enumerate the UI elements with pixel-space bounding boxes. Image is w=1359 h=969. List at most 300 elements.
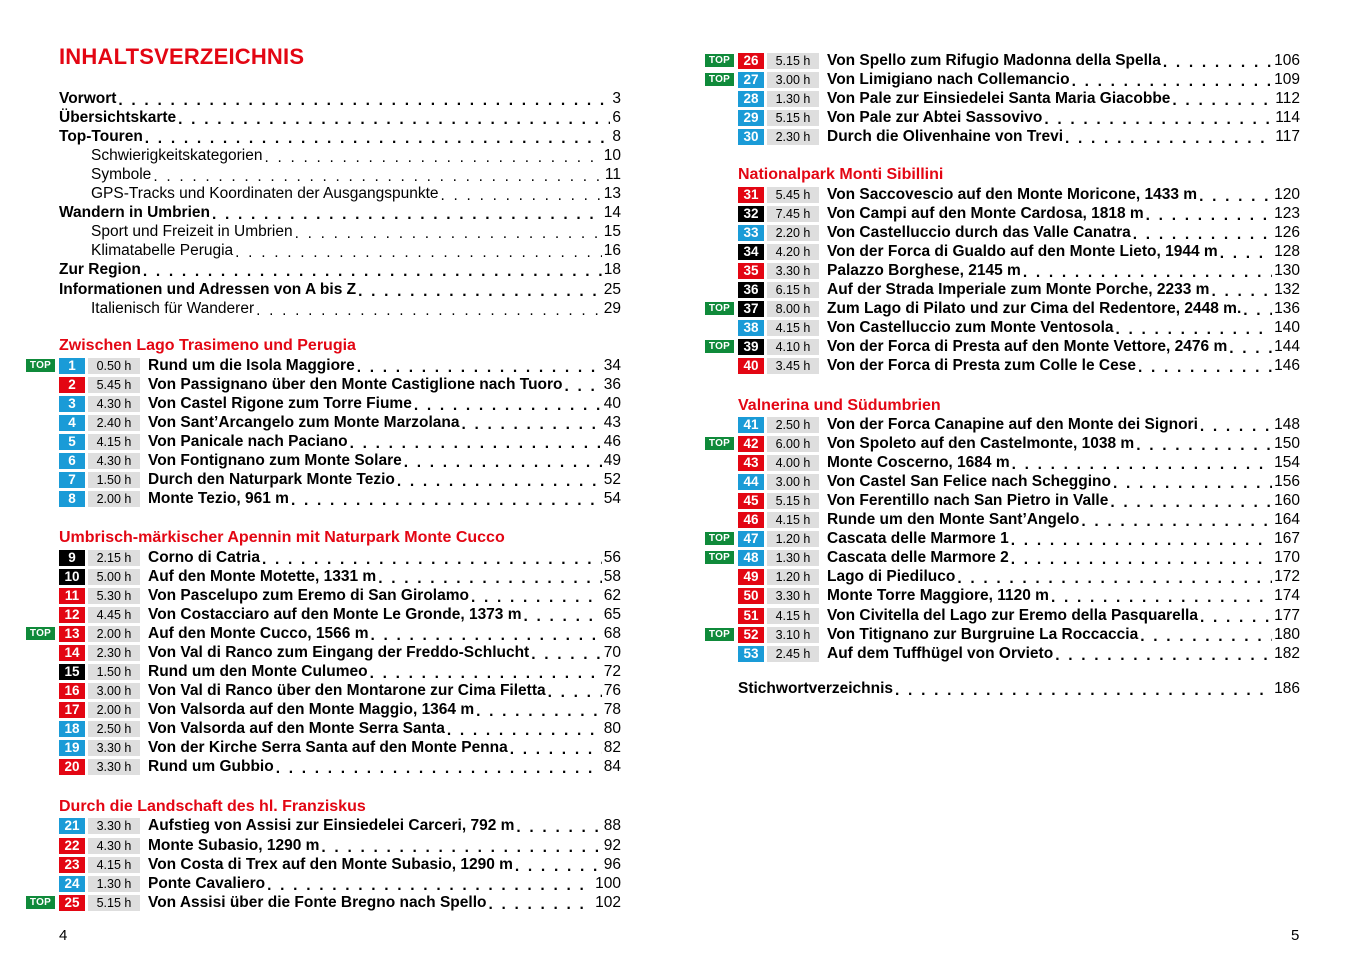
duration: 1.30 h	[767, 91, 819, 107]
entry-label: Sport und Freizeit in Umbrien	[91, 223, 293, 240]
duration: 5.15 h	[767, 110, 819, 126]
page-ref: 62	[603, 586, 621, 604]
page-ref: 80	[603, 719, 621, 737]
duration: 3.00 h	[767, 474, 819, 490]
tour-name: Von Castelluccio durch das Valle Canatra	[827, 223, 1131, 241]
dot-leader	[262, 551, 602, 569]
tour-name: Von Assisi über die Fonte Bregno nach Spello	[148, 893, 487, 911]
top-badge: TOP	[705, 302, 734, 315]
tour-number: 3	[59, 396, 85, 412]
duration: 4.30 h	[88, 453, 140, 469]
tour-name: Von Val di Ranco zum Eingang der Freddo-Schlucht	[148, 643, 530, 661]
dot-leader	[1172, 92, 1273, 110]
tour-name: Auf der Strada Imperiale zum Monte Porche, 2233 m	[827, 280, 1210, 298]
dot-leader	[1199, 188, 1272, 206]
dot-leader	[378, 570, 602, 588]
tour-number: 9	[59, 550, 85, 566]
duration: 8.00 h	[767, 301, 819, 317]
tour-name: Rund um die Isola Maggiore	[148, 356, 355, 374]
dot-leader	[1110, 494, 1272, 512]
tour-entry	[708, 529, 1300, 547]
tour-name: Zum Lago di Pilato und zur Cima del Redentore, 2448 m.	[827, 299, 1242, 317]
entry-label: Italienisch für Wanderer	[91, 300, 255, 317]
duration: 1.30 h	[88, 876, 140, 892]
toc-entry	[59, 260, 621, 279]
page-ref: 154	[1274, 453, 1300, 471]
tour-entry	[738, 109, 1300, 126]
dot-leader	[1229, 340, 1272, 358]
tour-entry	[59, 606, 621, 623]
top-badge: TOP	[705, 532, 734, 545]
page-ref: 117	[1275, 127, 1300, 145]
page-ref: 102	[595, 893, 621, 911]
tour-name: Von Fontignano zum Monte Solare	[148, 451, 402, 469]
tour-number: 37	[738, 301, 764, 317]
entry-label: Zur Region	[59, 261, 141, 278]
tour-entry	[708, 337, 1300, 355]
page-ref: 114	[1275, 108, 1300, 126]
section-heading: Nationalpark Monti Sibillini	[738, 166, 944, 183]
duration: 5.00 h	[88, 569, 140, 585]
page-title: INHALTSVERZEICHNIS	[59, 44, 305, 69]
dot-leader	[1051, 589, 1272, 607]
page-ref: 174	[1274, 586, 1300, 604]
dot-leader	[1140, 628, 1272, 646]
tour-name: Durch die Olivenhaine von Trevi	[827, 127, 1064, 145]
tour-number: 34	[738, 244, 764, 260]
tour-name: Auf dem Tuffhügel von Orvieto	[827, 644, 1054, 662]
duration: 7.45 h	[767, 206, 819, 222]
page-number-right: 5	[1291, 927, 1300, 944]
dot-leader	[461, 416, 601, 434]
tour-number: 30	[738, 129, 764, 145]
tour-number: 24	[59, 876, 85, 892]
page-ref: 164	[1274, 510, 1300, 528]
tour-number: 27	[738, 72, 764, 88]
page-ref: 186	[1274, 680, 1300, 697]
duration: 4.15 h	[767, 512, 819, 528]
tour-number: 16	[59, 683, 85, 699]
dot-leader	[471, 589, 602, 607]
dot-leader	[370, 627, 601, 645]
entry-label: Wandern in Umbrien	[59, 204, 210, 221]
tour-name: Von Limigiano nach Collemancio	[827, 70, 1070, 88]
tour-number: 5	[59, 434, 85, 450]
dot-leader	[1011, 551, 1272, 569]
dot-leader	[488, 896, 593, 914]
tour-name: Von der Forca di Presta zum Colle le Cese	[827, 356, 1136, 374]
duration: 5.45 h	[767, 187, 819, 203]
duration: 4.15 h	[88, 434, 140, 450]
tour-name: Rund um Gubbio	[148, 757, 274, 775]
duration: 4.15 h	[767, 320, 819, 336]
page-ref: 123	[1274, 204, 1300, 222]
section-heading: Valnerina und Südumbrien	[738, 396, 941, 414]
tour-name: Von Pale zur Einsiedelei Santa Maria Giacobbe	[827, 89, 1171, 107]
tour-number: 41	[738, 417, 764, 433]
page-ref: 96	[603, 855, 621, 873]
tour-entry	[738, 645, 1300, 662]
duration: 2.40 h	[88, 415, 140, 431]
tour-name: Von Civitella del Lago zur Eremo della Pasquarella	[827, 606, 1198, 624]
tour-entry	[59, 414, 621, 431]
dot-leader	[548, 684, 602, 702]
duration: 1.20 h	[767, 569, 819, 585]
tour-entry	[708, 434, 1300, 452]
page-ref: 15	[603, 223, 621, 240]
page-ref: 130	[1274, 261, 1300, 279]
toc-entry	[59, 165, 621, 184]
tour-name: Von Panicale nach Paciano	[148, 432, 348, 450]
toc-entry	[59, 127, 621, 146]
tour-entry	[738, 186, 1300, 203]
tour-name: Durch den Naturpark Monte Tezio	[148, 470, 395, 488]
duration: 0.50 h	[88, 358, 140, 374]
tour-name: Palazzo Borghese, 2145 m	[827, 261, 1021, 279]
tour-entry	[738, 454, 1300, 471]
top-badge: TOP	[705, 73, 734, 86]
tour-name: Auf den Monte Cucco, 1566 m	[148, 624, 369, 642]
tour-entry	[59, 376, 621, 393]
dot-leader	[1072, 73, 1273, 91]
dot-leader	[1065, 130, 1273, 148]
tour-number: 25	[59, 895, 85, 911]
tour-entry	[59, 568, 621, 585]
tour-number: 32	[738, 206, 764, 222]
entry-label: Symbole	[91, 166, 152, 183]
page-ref: 49	[603, 451, 621, 469]
tour-number: 48	[738, 550, 764, 566]
page-ref: 146	[1274, 356, 1300, 374]
tour-entry	[59, 739, 621, 756]
duration: 3.30 h	[88, 818, 140, 834]
dot-leader	[531, 646, 602, 664]
tour-number: 18	[59, 721, 85, 737]
tour-name: Von Passignano über den Monte Castiglione nach Tuoro	[148, 375, 563, 393]
tour-number: 40	[738, 358, 764, 374]
tour-entry	[708, 51, 1300, 69]
duration: 3.45 h	[767, 358, 819, 374]
tour-number: 38	[738, 320, 764, 336]
tour-name: Von Ferentillo nach San Pietro in Valle	[827, 491, 1109, 509]
entry-label: Übersichtskarte	[59, 109, 177, 126]
page-ref: 132	[1274, 280, 1300, 298]
dot-leader	[516, 819, 601, 837]
page-ref: 88	[603, 816, 621, 834]
page-ref: 3	[612, 90, 621, 107]
tour-number: 12	[59, 607, 85, 623]
dot-leader	[1055, 647, 1272, 665]
duration: 3.30 h	[88, 740, 140, 756]
entry-label: Stichwortverzeichnis	[738, 680, 894, 697]
duration: 3.00 h	[88, 683, 140, 699]
dot-leader	[1011, 532, 1272, 550]
page-ref: 70	[603, 643, 621, 661]
top-badge: TOP	[705, 437, 734, 450]
tour-name: Von Spello zum Rifugio Madonna della Spella	[827, 51, 1161, 69]
page-ref: 58	[603, 567, 621, 585]
toc-entry	[59, 184, 621, 203]
duration: 4.30 h	[88, 838, 140, 854]
tour-name: Monte Torre Maggiore, 1120 m	[827, 586, 1049, 604]
page-ref: 78	[603, 700, 621, 718]
dot-leader	[357, 359, 602, 377]
duration: 3.30 h	[767, 588, 819, 604]
page-ref: 16	[603, 242, 621, 259]
duration: 2.20 h	[767, 225, 819, 241]
page-ref: 148	[1274, 415, 1300, 433]
dot-leader	[291, 492, 602, 510]
tour-number: 33	[738, 225, 764, 241]
page-ref: 140	[1274, 318, 1300, 336]
tour-name: Von der Forca di Gualdo auf den Monte Lieto, 1944 m	[827, 242, 1218, 260]
duration: 5.15 h	[767, 493, 819, 509]
page-ref: 46	[603, 432, 621, 450]
tour-number: 31	[738, 187, 764, 203]
dot-leader	[321, 839, 601, 857]
tour-number: 52	[738, 627, 764, 643]
page-ref: 10	[603, 147, 621, 164]
duration: 4.00 h	[767, 455, 819, 471]
section-heading: Umbrisch-märkischer Apennin mit Naturpark Monte Cucco	[59, 529, 505, 547]
duration: 2.15 h	[88, 550, 140, 566]
tour-name: Von Sant’Arcangelo zum Monte Marzolana	[148, 413, 460, 431]
page-ref: 136	[1274, 299, 1300, 317]
dot-leader	[1200, 609, 1272, 627]
tour-name: Von Valsorda auf den Monte Serra Santa	[148, 719, 445, 737]
page-ref: 92	[603, 836, 621, 854]
page-ref: 25	[603, 281, 621, 298]
page-ref: 112	[1275, 89, 1300, 107]
tour-entry	[59, 720, 621, 737]
tour-entry	[708, 70, 1300, 88]
page-ref: 180	[1274, 625, 1300, 643]
tour-number: 29	[738, 110, 764, 126]
tour-name: Auf den Monte Motette, 1331 m	[148, 567, 377, 585]
duration: 1.20 h	[767, 531, 819, 547]
page-ref: 11	[604, 166, 621, 183]
page-ref: 14	[603, 204, 621, 221]
duration: 4.20 h	[767, 244, 819, 260]
tour-entry	[738, 243, 1300, 260]
tour-name: Monte Subasio, 1290 m	[148, 836, 320, 854]
tour-entry	[59, 644, 621, 661]
tour-number: 35	[738, 263, 764, 279]
section-heading: Zwischen Lago Trasimeno und Perugia	[59, 337, 356, 354]
page-ref: 109	[1274, 70, 1300, 88]
tour-entry	[738, 511, 1300, 528]
page-ref: 56	[603, 548, 621, 566]
duration: 1.50 h	[88, 664, 140, 680]
tour-name: Von Campi auf den Monte Cardosa, 1818 m	[827, 204, 1144, 222]
tour-number: 46	[738, 512, 764, 528]
page-ref: 34	[603, 356, 621, 374]
tour-name: Rund um den Monte Culumeo	[148, 662, 368, 680]
tour-number: 11	[59, 588, 85, 604]
page-ref: 120	[1274, 185, 1300, 203]
page-ref: 172	[1274, 567, 1300, 585]
tour-entry	[708, 548, 1300, 566]
tour-number: 19	[59, 740, 85, 756]
toc-entry	[59, 222, 621, 241]
duration: 2.30 h	[88, 645, 140, 661]
tour-number: 36	[738, 282, 764, 298]
top-badge: TOP	[705, 340, 734, 353]
tour-name: Von Castelluccio zum Monte Ventosola	[827, 318, 1114, 336]
toc-entry	[738, 679, 1300, 698]
tour-number: 43	[738, 455, 764, 471]
tour-number: 44	[738, 474, 764, 490]
tour-entry	[59, 875, 621, 892]
tour-entry	[738, 416, 1300, 433]
tour-name: Von Valsorda auf den Monte Maggio, 1364 m	[148, 700, 475, 718]
duration: 4.30 h	[88, 396, 140, 412]
tour-number: 39	[738, 339, 764, 355]
tour-number: 49	[738, 569, 764, 585]
top-badge: TOP	[705, 628, 734, 641]
page-ref: 8	[612, 128, 621, 145]
tour-name: Von Spoleto auf den Castelmonte, 1038 m	[827, 434, 1135, 452]
page-ref: 144	[1274, 337, 1300, 355]
tour-entry	[59, 433, 621, 450]
tour-name: Corno di Catria	[148, 548, 260, 566]
duration: 6.15 h	[767, 282, 819, 298]
tour-entry	[29, 624, 621, 642]
tour-entry	[738, 262, 1300, 279]
tour-name: Monte Tezio, 961 m	[148, 489, 289, 507]
dot-leader	[143, 262, 602, 281]
dot-leader	[1012, 456, 1273, 474]
dot-leader	[404, 454, 602, 472]
tour-entry	[59, 701, 621, 718]
tour-number: 17	[59, 702, 85, 718]
toc-entry	[59, 203, 621, 222]
tour-number: 51	[738, 608, 764, 624]
tour-number: 22	[59, 838, 85, 854]
tour-entry	[738, 90, 1300, 107]
toc-entry	[59, 280, 621, 299]
tour-entry	[708, 625, 1300, 643]
dot-leader	[256, 301, 602, 320]
entry-label: Schwierigkeitskategorien	[91, 147, 263, 164]
top-badge: TOP	[705, 551, 734, 564]
tour-name: Von der Forca Canapine auf den Monte dei Signori	[827, 415, 1198, 433]
tour-name: Von Costa di Trex auf den Monte Subasio, 1290 m	[148, 855, 513, 873]
duration: 4.45 h	[88, 607, 140, 623]
dot-leader	[1211, 283, 1272, 301]
section-heading: Durch die Landschaft des hl. Franziskus	[59, 798, 366, 815]
page-ref: 150	[1274, 434, 1300, 452]
tour-entry	[738, 205, 1300, 222]
page-number-left: 4	[59, 927, 68, 944]
toc-entry	[59, 241, 621, 260]
dot-leader	[510, 741, 602, 759]
dot-leader	[397, 473, 602, 491]
duration: 4.15 h	[88, 857, 140, 873]
duration: 4.10 h	[767, 339, 819, 355]
dot-leader	[350, 435, 602, 453]
top-badge: TOP	[705, 54, 734, 67]
entry-label: GPS-Tracks und Koordinaten der Ausgangspunkte	[91, 185, 439, 202]
dot-leader	[447, 722, 602, 740]
page-ref: 40	[603, 394, 621, 412]
tour-number: 23	[59, 857, 85, 873]
page-ref: 84	[603, 757, 621, 775]
tour-entry	[59, 682, 621, 699]
tour-entry	[738, 357, 1300, 374]
tour-number: 20	[59, 759, 85, 775]
tour-number: 42	[738, 436, 764, 452]
toc-entry	[59, 146, 621, 165]
dot-leader	[895, 681, 1272, 700]
tour-entry	[59, 856, 621, 873]
dot-leader	[1081, 513, 1272, 531]
top-badge: TOP	[26, 896, 55, 909]
tour-number: 28	[738, 91, 764, 107]
duration: 1.50 h	[88, 472, 140, 488]
dot-leader	[267, 877, 593, 895]
page-ref: 65	[603, 605, 621, 623]
tour-entry	[59, 837, 621, 854]
entry-label: Informationen und Adressen von A bis Z	[59, 281, 357, 298]
duration: 2.50 h	[88, 721, 140, 737]
duration: 3.00 h	[767, 72, 819, 88]
page-ref: 106	[1274, 51, 1300, 69]
tour-number: 8	[59, 491, 85, 507]
tour-entry	[738, 568, 1300, 585]
tour-entry	[59, 587, 621, 604]
tour-name: Von der Forca di Presta auf den Monte Vettore, 2476 m	[827, 337, 1228, 355]
duration: 3.10 h	[767, 627, 819, 643]
tour-name: Monte Coscerno, 1684 m	[827, 453, 1010, 471]
dot-leader	[1023, 264, 1272, 282]
dot-leader	[276, 760, 602, 778]
page-ref: 170	[1274, 548, 1300, 566]
tour-name: Cascata delle Marmore 1	[827, 529, 1009, 547]
tour-number: 7	[59, 472, 85, 488]
entry-label: Vorwort	[59, 90, 117, 107]
duration: 4.15 h	[767, 608, 819, 624]
dot-leader	[1113, 475, 1272, 493]
dot-leader	[524, 608, 602, 626]
duration: 2.45 h	[767, 646, 819, 662]
tour-entry	[738, 128, 1300, 145]
page-ref: 52	[603, 470, 621, 488]
tour-entry	[708, 299, 1300, 317]
duration: 2.50 h	[767, 417, 819, 433]
tour-number: 1	[59, 358, 85, 374]
page-ref: 18	[603, 261, 621, 278]
tour-name: Von Costacciaro auf den Monte Le Gronde, 1373 m	[148, 605, 522, 623]
tour-name: Von Castel Rigone zum Torre Fiume	[148, 394, 412, 412]
tour-entry	[59, 817, 621, 834]
duration: 5.15 h	[88, 895, 140, 911]
tour-number: 47	[738, 531, 764, 547]
tour-entry	[738, 587, 1300, 604]
tour-name: Von Pascelupo zum Eremo di San Girolamo	[148, 586, 469, 604]
tour-number: 50	[738, 588, 764, 604]
tour-entry	[29, 893, 621, 911]
tour-entry	[59, 549, 621, 566]
toc-entry	[59, 89, 621, 108]
tour-number: 4	[59, 415, 85, 431]
dot-leader	[414, 397, 602, 415]
tour-entry	[59, 490, 621, 507]
tour-number: 14	[59, 645, 85, 661]
tour-number: 6	[59, 453, 85, 469]
tour-number: 15	[59, 664, 85, 680]
dot-leader	[1133, 226, 1272, 244]
